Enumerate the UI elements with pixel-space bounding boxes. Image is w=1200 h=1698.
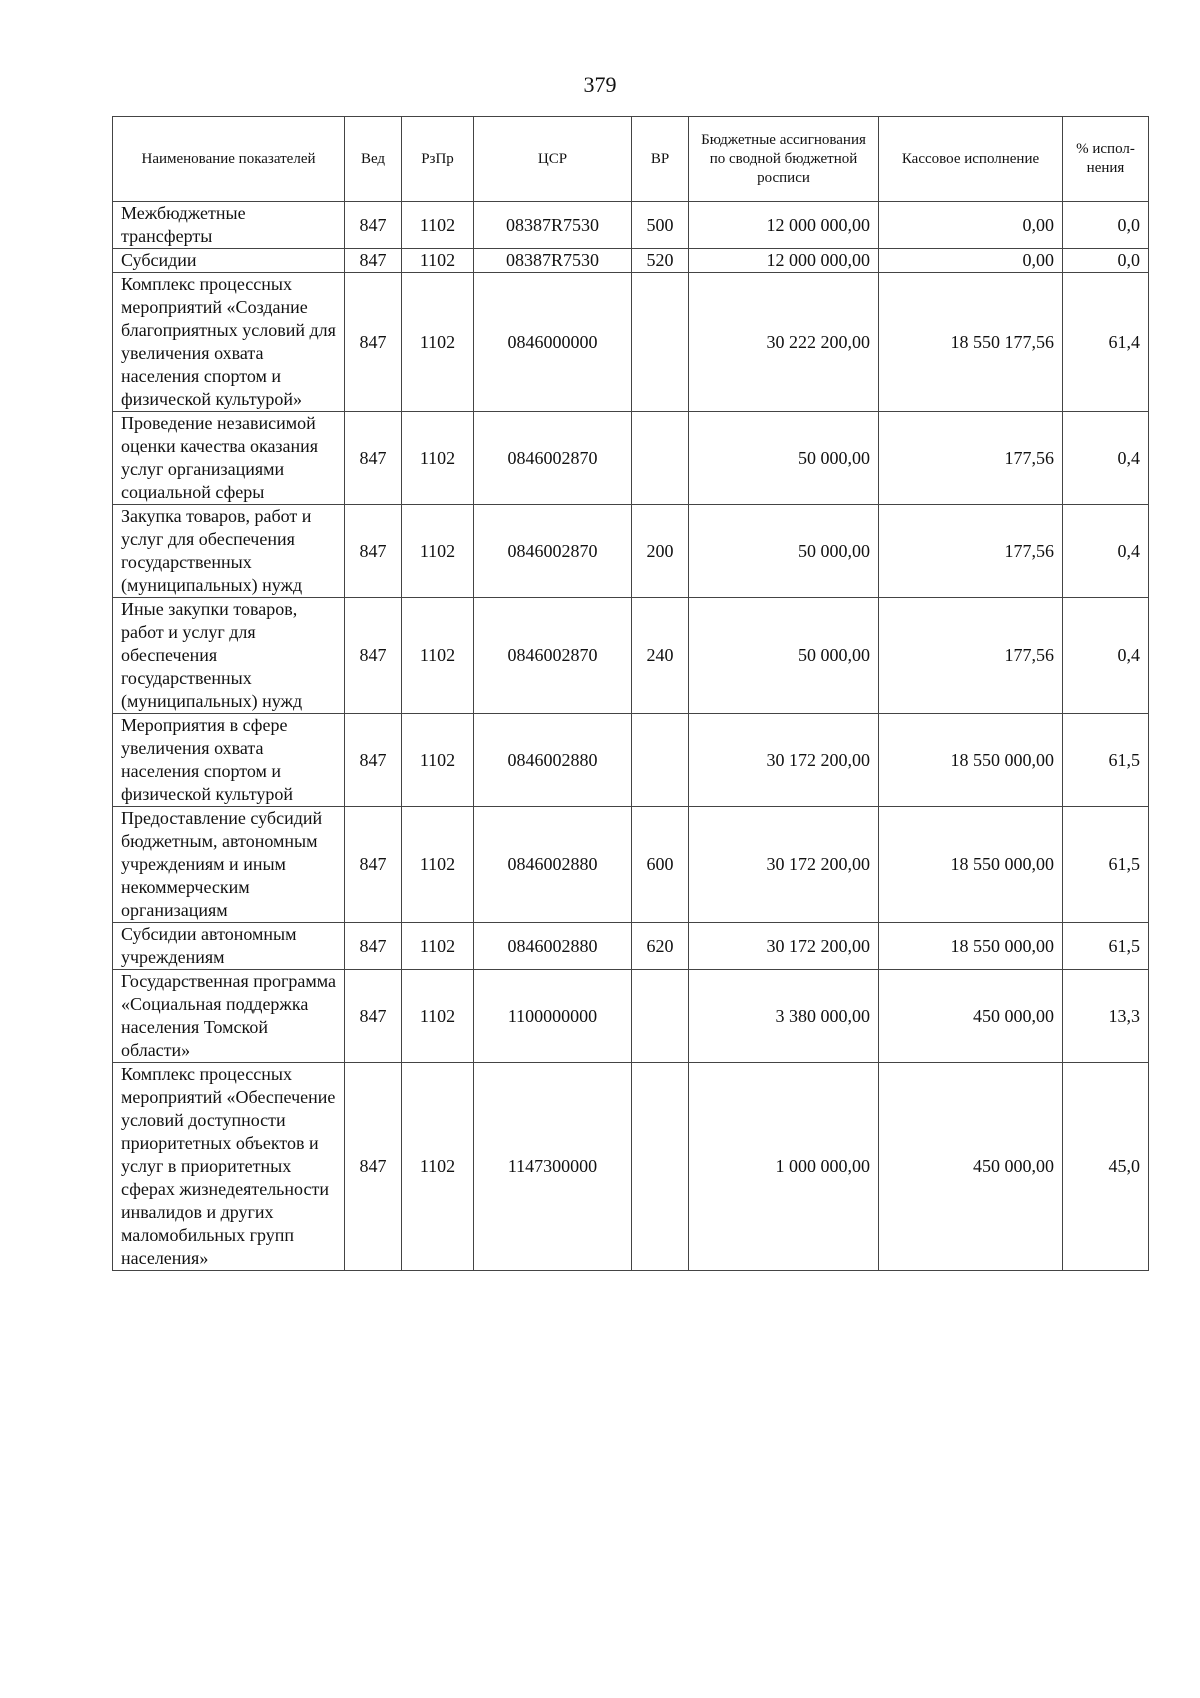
cell-ved: 847 xyxy=(345,273,402,412)
cell-cash: 0,00 xyxy=(879,249,1063,273)
cell-ved: 847 xyxy=(345,714,402,807)
cell-cash: 177,56 xyxy=(879,598,1063,714)
header-rzpr: РзПр xyxy=(402,117,474,202)
cell-csr: 08387R7530 xyxy=(474,202,632,249)
budget-table xyxy=(112,116,1149,1271)
header-percent: % испол-нения xyxy=(1063,117,1149,202)
cell-vr: 600 xyxy=(632,807,689,923)
cell-vr: 620 xyxy=(632,923,689,970)
cell-percent: 0,4 xyxy=(1063,412,1149,505)
cell-cash: 450 000,00 xyxy=(879,970,1063,1063)
cell-budget: 3 380 000,00 xyxy=(689,970,879,1063)
cell-name: Предоставление субсидий бюджетным, автономным учреждениям и иным некоммерческим организациям xyxy=(113,807,345,923)
cell-rzpr: 1102 xyxy=(402,714,474,807)
table-row xyxy=(113,714,1149,807)
header-budget: Бюджетные ассигнования по сводной бюджетной росписи xyxy=(689,117,879,202)
cell-percent: 0,0 xyxy=(1063,249,1149,273)
cell-csr: 0846002870 xyxy=(474,598,632,714)
cell-cash: 18 550 000,00 xyxy=(879,807,1063,923)
cell-ved: 847 xyxy=(345,923,402,970)
cell-csr: 0846002880 xyxy=(474,714,632,807)
cell-ved: 847 xyxy=(345,202,402,249)
cell-cash: 177,56 xyxy=(879,505,1063,598)
cell-csr: 0846002870 xyxy=(474,505,632,598)
cell-budget: 1 000 000,00 xyxy=(689,1063,879,1271)
cell-rzpr: 1102 xyxy=(402,505,474,598)
cell-vr xyxy=(632,273,689,412)
cell-cash: 18 550 000,00 xyxy=(879,923,1063,970)
cell-percent: 61,5 xyxy=(1063,714,1149,807)
cell-vr: 520 xyxy=(632,249,689,273)
table-row xyxy=(113,923,1149,970)
cell-rzpr: 1102 xyxy=(402,970,474,1063)
cell-percent: 61,4 xyxy=(1063,273,1149,412)
table-row xyxy=(113,970,1149,1063)
cell-csr: 0846000000 xyxy=(474,273,632,412)
cell-vr: 200 xyxy=(632,505,689,598)
cell-budget: 12 000 000,00 xyxy=(689,202,879,249)
page-number: 379 xyxy=(583,72,617,97)
cell-budget: 50 000,00 xyxy=(689,505,879,598)
cell-budget: 30 222 200,00 xyxy=(689,273,879,412)
cell-rzpr: 1102 xyxy=(402,807,474,923)
cell-name: Проведение независимой оценки качества оказания услуг организациями социальной сферы xyxy=(113,412,345,505)
cell-budget: 12 000 000,00 xyxy=(689,249,879,273)
cell-rzpr: 1102 xyxy=(402,1063,474,1271)
cell-ved: 847 xyxy=(345,412,402,505)
cell-percent: 0,0 xyxy=(1063,202,1149,249)
cell-name: Субсидии xyxy=(113,249,345,273)
cell-ved: 847 xyxy=(345,970,402,1063)
cell-vr: 500 xyxy=(632,202,689,249)
cell-csr: 1100000000 xyxy=(474,970,632,1063)
cell-percent: 45,0 xyxy=(1063,1063,1149,1271)
cell-name: Иные закупки товаров, работ и услуг для обеспечения государственных (муниципальных) нужд xyxy=(113,598,345,714)
table-row xyxy=(113,807,1149,923)
cell-budget: 30 172 200,00 xyxy=(689,923,879,970)
table-row xyxy=(113,273,1149,412)
header-vr: ВР xyxy=(632,117,689,202)
cell-vr xyxy=(632,970,689,1063)
table-row xyxy=(113,598,1149,714)
cell-rzpr: 1102 xyxy=(402,412,474,505)
header-csr: ЦСР xyxy=(474,117,632,202)
table-row xyxy=(113,505,1149,598)
cell-vr xyxy=(632,412,689,505)
cell-name: Мероприятия в сфере увеличения охвата населения спортом и физической культурой xyxy=(113,714,345,807)
cell-rzpr: 1102 xyxy=(402,249,474,273)
cell-name: Государственная программа «Социальная поддержка населения Томской области» xyxy=(113,970,345,1063)
cell-rzpr: 1102 xyxy=(402,923,474,970)
cell-cash: 177,56 xyxy=(879,412,1063,505)
cell-vr xyxy=(632,1063,689,1271)
cell-name: Субсидии автономным учреждениям xyxy=(113,923,345,970)
cell-csr: 0846002880 xyxy=(474,923,632,970)
cell-budget: 50 000,00 xyxy=(689,412,879,505)
table-row xyxy=(113,249,1149,273)
cell-cash: 18 550 177,56 xyxy=(879,273,1063,412)
cell-ved: 847 xyxy=(345,249,402,273)
cell-ved: 847 xyxy=(345,598,402,714)
cell-cash: 18 550 000,00 xyxy=(879,714,1063,807)
cell-percent: 61,5 xyxy=(1063,923,1149,970)
cell-percent: 0,4 xyxy=(1063,598,1149,714)
cell-ved: 847 xyxy=(345,1063,402,1271)
cell-rzpr: 1102 xyxy=(402,598,474,714)
cell-csr: 08387R7530 xyxy=(474,249,632,273)
cell-vr xyxy=(632,714,689,807)
cell-csr: 0846002870 xyxy=(474,412,632,505)
cell-ved: 847 xyxy=(345,807,402,923)
cell-budget: 30 172 200,00 xyxy=(689,714,879,807)
cell-ved: 847 xyxy=(345,505,402,598)
header-name: Наименование показателей xyxy=(113,117,345,202)
cell-name: Комплекс процессных мероприятий «Создание благоприятных условий для увеличения охвата населения спортом и физической культурой» xyxy=(113,273,345,412)
table-header-row xyxy=(113,117,1149,202)
cell-cash: 0,00 xyxy=(879,202,1063,249)
cell-csr: 1147300000 xyxy=(474,1063,632,1271)
cell-rzpr: 1102 xyxy=(402,273,474,412)
cell-percent: 61,5 xyxy=(1063,807,1149,923)
table-row xyxy=(113,1063,1149,1271)
cell-name: Межбюджетные трансферты xyxy=(113,202,345,249)
header-cash: Кассовое исполнение xyxy=(879,117,1063,202)
cell-budget: 50 000,00 xyxy=(689,598,879,714)
cell-name: Комплекс процессных мероприятий «Обеспечение условий доступности приоритетных объектов и услуг в приоритетных сферах жизнедеятельности инвалидов и других маломобильных групп населения» xyxy=(113,1063,345,1271)
cell-csr: 0846002880 xyxy=(474,807,632,923)
header-ved: Вед xyxy=(345,117,402,202)
table-row xyxy=(113,202,1149,249)
cell-cash: 450 000,00 xyxy=(879,1063,1063,1271)
table-row xyxy=(113,412,1149,505)
cell-budget: 30 172 200,00 xyxy=(689,807,879,923)
cell-percent: 13,3 xyxy=(1063,970,1149,1063)
cell-vr: 240 xyxy=(632,598,689,714)
cell-name: Закупка товаров, работ и услуг для обеспечения государственных (муниципальных) нужд xyxy=(113,505,345,598)
cell-percent: 0,4 xyxy=(1063,505,1149,598)
cell-rzpr: 1102 xyxy=(402,202,474,249)
